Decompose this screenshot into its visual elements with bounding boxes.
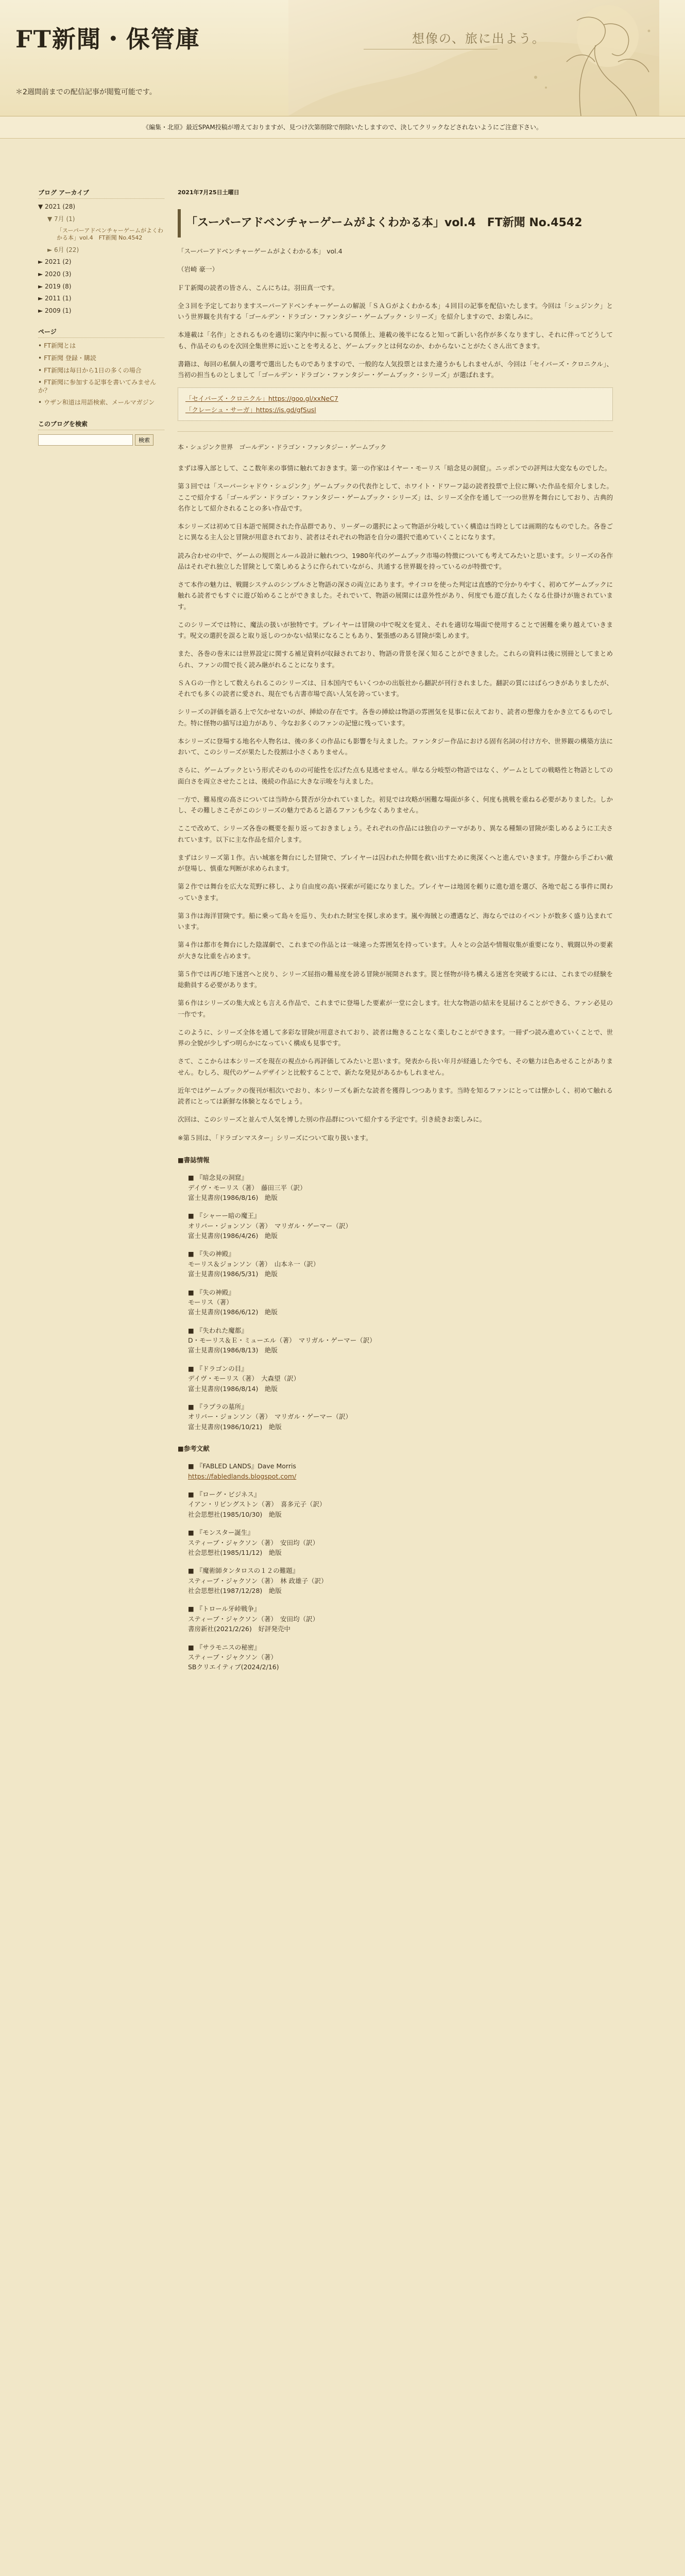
notice-bar: 《編集・北原》最近SPAM投稿が増えておりますが、見つけ次第削除で削除いたしますので、決してクリックなどされないようにご注意下さい。 xyxy=(0,116,685,139)
post-paragraph: 近年ではゲームブックの復刊が相次いでおり、本シリーズも新たな読者を獲得しつつあります。当時を知るファンにとっては懐かしく、初めて触れる読者にとっては新鮮な体験となるでしょう。 xyxy=(178,1086,613,1106)
header-illustration xyxy=(288,0,659,116)
link-kreish-saga[interactable]: 「クレーシュ・サーガ」https://is.gd/gfSusl xyxy=(185,405,316,414)
archive-year-2009[interactable]: ► 2009 (1) xyxy=(38,307,72,314)
archive-year-2021b[interactable]: ► 2021 (2) xyxy=(38,258,72,266)
book-title: ■ 『失われた魔都』 xyxy=(188,1326,248,1334)
header-illustration-svg xyxy=(288,0,659,116)
post-paragraph: まずは導入部として、ここ数年来の事情に触れておきます。第一の作家はイヤー・モーリス「暗念見の洞窟」。ニッポンでの評判は大変なものでした。 xyxy=(178,464,611,472)
book-detail: 富士見書房(1986/10/21) 絶版 xyxy=(188,1422,282,1431)
post-paragraph: また、各巻の巻末には世界設定に関する補足資料が収録されており、物語の背景を深く知ることができました。これらの資料は後に別冊としてまとめられ、ファンの間で長く読み継がれることになります。 xyxy=(178,650,613,669)
archive-year-2020[interactable]: ► 2020 (3) xyxy=(38,270,72,278)
post-paragraph: 第６作はシリーズの集大成とも言える作品で、これまでに登場した要素が一堂に会します。壮大な物語の結末を見届けることができる、ファン必見の一作です。 xyxy=(178,999,613,1018)
book-entry xyxy=(188,1489,613,1519)
archive-year-2021[interactable]: ▼ 2021 (28) xyxy=(38,203,76,210)
post-paragraph: 第２作では舞台を広大な荒野に移し、より自由度の高い探索が可能になりました。プレイヤーは地図を頼りに進む道を選び、各地で起こる事件に関わっていきます。 xyxy=(178,883,613,902)
book-entry xyxy=(188,1364,613,1394)
book-entry xyxy=(188,1566,613,1596)
book-detail: スティーブ・ジャクソン（著） 林 政雄子（訳） xyxy=(188,1577,328,1585)
book-detail: オリバー・ジョンソン（著） マリガル・ゲーマー（訳） xyxy=(188,1222,352,1230)
book-detail: SBクリエイティブ(2024/2/16) xyxy=(188,1663,279,1671)
book-entry xyxy=(188,1249,613,1279)
book-detail: スティーブ・ジャクソン（著） 安田均（訳） xyxy=(188,1615,319,1623)
post-paragraph: さて、ここからは本シリーズを現在の視点から再評価してみたいと思います。発表から長い年月が経過した今でも、その魅力は色あせることがありません。むしろ、現代のゲームデザインと比較することで、新たな発見があるかもしれません。 xyxy=(178,1057,613,1076)
page-link[interactable]: • FT新聞とは xyxy=(38,342,76,350)
book-title: ■ 『魔術師タンタロスの１２の難題』 xyxy=(188,1567,299,1575)
post-title[interactable]: 「スーパーアドベンチャーゲームがよくわかる本」vol.4 FT新聞 No.4542 xyxy=(178,209,613,238)
post-paragraph: このように、シリーズ全体を通して多彩な冒険が用意されており、読者は飽きることなく楽しむことができます。一冊ずつ読み進めていくことで、世界の全貌が少しずつ明らかになっていく構成も見事です。 xyxy=(178,1028,613,1047)
post-paragraph: 書籍は、毎回の私個人の選考で選出したものでありますので、一般的な人気投票とはまた違うかもしれませんが、今回は「セイバーズ・クロニクル」、当初の担当ものとしまして「ゴールデン・ドラゴン・ファンタジー・ゲームブック・シリーズ」が選ばれます。 xyxy=(178,360,613,379)
archive-post-link[interactable]: 「スーパーアドベンチャーゲームがよくわかる本」vol.4 FT新聞 No.4542 xyxy=(57,227,164,242)
site-tagline: 想像の、旅に出よう。 xyxy=(412,31,546,46)
book-detail: モーリス（著） xyxy=(188,1298,233,1306)
book-title: ■ 『暗念見の洞窟』 xyxy=(188,1174,248,1182)
post-paragraph: 本シリーズは初めて日本語で展開された作品群であり、リーダーの選択によって物語が分岐していく構造は当時としては画期的なものでした。各巻ごとに異なる主人公と冒険が用意されており、読者はそれぞれの物語を自分の選択で進めていくことになります。 xyxy=(178,522,613,541)
book-detail: 社会思想社(1985/10/30) 絶版 xyxy=(188,1510,282,1518)
post-paragraph: ここで改めて、シリーズ各巻の概要を振り返っておきましょう。それぞれの作品には独自のテーマがあり、異なる種類の冒険が楽しめるように工夫されています。以下に主な作品を紹介します。 xyxy=(178,824,613,843)
book-entry xyxy=(188,1604,613,1634)
archive-list xyxy=(38,203,164,315)
post-paragraph: 第５作では再び地下迷宮へと戻り、シリーズ屈指の難易度を誇る冒険が展開されます。罠と怪物が待ち構える迷宮を突破するには、これまでの経験を総動員する必要があります。 xyxy=(178,970,613,989)
search-button[interactable]: 検索 xyxy=(135,434,153,446)
book-detail: 社会思想社(1987/12/28) 絶版 xyxy=(188,1587,282,1595)
main-paragraphs xyxy=(178,463,613,1125)
bibliography-list xyxy=(178,1173,613,1432)
book-entry xyxy=(188,1642,613,1672)
divider xyxy=(178,431,613,432)
archive-heading: ブログ アーカイブ xyxy=(38,188,164,199)
post-paragraph: まずはシリーズ第１作。古い城塞を舞台にした冒険で、プレイヤーは囚われた仲間を救い出すために奥深くへと進んでいきます。序盤から手ごわい敵が登場し、慎重な判断が求められます。 xyxy=(178,853,613,873)
book-detail: 富士見書房(1986/8/13) 絶版 xyxy=(188,1346,278,1354)
post-paragraph: 一方で、難易度の高さについては当時から賛否が分かれていました。初見では攻略が困難な場面が多く、何度も挑戦を重ねる必要がありました。しかし、その難しさこそがこのシリーズの魅力であると語るファンも少なくありません。 xyxy=(178,795,613,815)
post-body xyxy=(178,246,613,1672)
post-author: （岩崎 豪一） xyxy=(178,265,218,274)
book-title: ■ 『失の神殿』 xyxy=(188,1288,235,1296)
site-description: ＊2週間前までの配信記事が閲覧可能です。 xyxy=(15,88,157,96)
post-paragraph: このシリーズでは特に、魔法の扱いが独特です。プレイヤーは冒険の中で呪文を覚え、それを適切な場面で使用することで困難を乗り越えていきます。呪文の選択を誤ると取り返しのつかない結果になることもあり、緊張感のある冒険が楽しめます。 xyxy=(178,620,613,640)
book-detail: デイヴ・モーリス（著） 大森望（訳） xyxy=(188,1375,300,1383)
page-link[interactable]: • FT新聞に参加する記事を書いてみませんか？ xyxy=(38,379,157,394)
search-input[interactable] xyxy=(38,434,133,446)
book-detail: イアン・リビングストン（著） 喜多元子（訳） xyxy=(188,1500,326,1509)
link-saviors-chronicle[interactable]: 「セイバーズ・クロニクル」https://goo.gl/xxNeC7 xyxy=(185,395,338,403)
book-entry xyxy=(188,1528,613,1557)
book-title: ■ 『トロール牙峠戦争』 xyxy=(188,1605,261,1613)
search-heading: このブログを検索 xyxy=(38,419,164,430)
post-paragraph: 本連載は「名作」とされるものを適切に案内中に振っている関係上、連載の後半になると知って新しい名作が多くなりますし、それに伴ってどうしても、作品そのものを次回全集世界に近いことを考えると、ゲームブックとは何なのか、わからないことがたくさん出てきます。 xyxy=(178,331,613,350)
post xyxy=(178,188,613,1681)
book-detail: 書房新社(2021/2/26) 好評発売中 xyxy=(188,1625,290,1633)
references-heading: ■参考文献 xyxy=(178,1445,210,1453)
book-entry xyxy=(188,1402,613,1432)
archive-month-july[interactable]: ▼ 7月 (1) xyxy=(47,215,75,223)
archive-year-2011[interactable]: ► 2011 (1) xyxy=(38,295,72,302)
book-detail: 社会思想社(1985/11/12) 絶版 xyxy=(188,1548,282,1556)
post-paragraph: 第３作は海洋冒険です。船に乗って島々を巡り、失われた財宝を探し求めます。嵐や海賊との遭遇など、海ならではのイベントが数多く盛り込まれています。 xyxy=(178,911,613,931)
book-entry xyxy=(188,1326,613,1355)
link-box xyxy=(178,387,613,421)
book-detail: 富士見書房(1986/8/16) 絶版 xyxy=(188,1193,278,1201)
book-detail: モーリス＆ジョンソン（著） 山本ネ一（訳） xyxy=(188,1260,320,1268)
post-subtitle: 「スーパーアドベンチャーゲームがよくわかる本」 vol.4 xyxy=(178,247,342,256)
sidebar xyxy=(38,188,164,446)
book-detail: D・モーリス＆Ｅ・ミューエル（著） マリガル・ゲーマー（訳） xyxy=(188,1336,376,1345)
pages-heading: ページ xyxy=(38,327,164,338)
archive-month-june[interactable]: ► 6月 (22) xyxy=(47,246,79,253)
book-detail: スティーブ・ジャクソン（著） 安田均（訳） xyxy=(188,1538,319,1547)
bibliography xyxy=(178,1155,613,1672)
book-entry xyxy=(188,1461,613,1481)
book-title: ■ 『ローグ・ビジネス』 xyxy=(188,1490,261,1499)
post-paragraph: 読み合わせの中で、ゲームの規則とルール設計に触れつつ、1980年代のゲームブック市場の特徴についても考えてみたいと思います。シリーズの各作品はそれぞれ独立した冒険として楽しめるように作られていながら、共通する世界観を持っているのが特徴です。 xyxy=(178,551,613,570)
post-paragraph: さて本作の魅力は、戦闘システムのシンプルさと物語の深さの両立にあります。サイコロを使った判定は直感的で分かりやすく、初めてゲームブックに触れる読者でもすぐに遊び始めることができました。それでいて、物語の展開には意外性があり、何度でも遊び直したくなる仕掛けが施されています。 xyxy=(178,581,613,611)
book-detail: 富士見書房(1986/8/14) 絶版 xyxy=(188,1384,278,1393)
bibliography-heading: ■書誌情報 xyxy=(178,1156,210,1164)
book-detail: スティーブ・ジャクソン（著） xyxy=(188,1653,277,1661)
post-paragraph: さらに、ゲームブックという形式そのものの可能性を広げた点も見逃せません。単なる分岐型の物語ではなく、ゲームとしての戦略性と物語としての面白さを両立させたことは、後続の作品に大きな示唆を与えました。 xyxy=(178,766,613,785)
page-link[interactable]: • ウザン和道は用語検索、メールマガジン xyxy=(38,399,155,406)
book-title: ■ 『ラプラの墓所』 xyxy=(188,1402,248,1411)
post-closing: ※第５回は、「ドラゴンマスター」シリーズについて取り扱います。 xyxy=(178,1133,372,1142)
site-header xyxy=(0,0,685,116)
post-paragraph: シリーズの評価を語る上で欠かせないのが、挿絵の存在です。各巻の挿絵は物語の雰囲気を見事に伝えており、読者の想像力をかき立てるものでした。特に怪物の描写は迫力があり、今なお多くのファンの記憶に残っています。 xyxy=(178,708,613,727)
post-greeting: ＦＴ新聞の読者の皆さん、こんにちは。羽田真一です。 xyxy=(178,283,339,292)
book-detail: 富士見書房(1986/6/12) 絶版 xyxy=(188,1308,278,1316)
post-paragraph: 次回は、このシリーズと並んで人気を博した別の作品群について紹介する予定です。引き続きお楽しみに。 xyxy=(178,1115,486,1124)
book-entry xyxy=(188,1211,613,1241)
post-date: 2021年7月25日土曜日 xyxy=(178,189,239,196)
page-link[interactable]: • FT新聞 登録・購読 xyxy=(38,354,96,362)
book-detail[interactable]: https://fabledlands.blogspot.com/ xyxy=(188,1472,297,1480)
archive-year-2019[interactable]: ► 2019 (8) xyxy=(38,282,72,290)
site-title[interactable]: FT新聞・保管庫 xyxy=(15,25,200,53)
post-section-heading: 本・シュジンク世界 ゴールデン・ドラゴン・ファンタジー・ゲームブック xyxy=(178,443,387,451)
book-detail: 富士見書房(1986/5/31) 絶版 xyxy=(188,1270,278,1278)
post-paragraph: 第４作は都市を舞台にした陰謀劇で、これまでの作品とは一味違った雰囲気を持っています。人々との会話や情報収集が重要になり、戦闘以外の要素が大きな比重を占めます。 xyxy=(178,941,613,960)
book-detail: 富士見書房(1986/4/26) 絶版 xyxy=(188,1232,278,1240)
page-link[interactable]: • FT新聞は毎日から1日の多くの場合 xyxy=(38,366,142,374)
book-entry xyxy=(188,1287,613,1317)
book-title: ■ 『FABLED LANDS』Dave Morris xyxy=(188,1462,296,1470)
references-list xyxy=(178,1461,613,1672)
post-intro: 全３回を予定しておりますスーパーアドベンチャーゲームの解説「ＳＡＧがよくわかる本」４回目の記事を配信いたします。今回は「シュジンク」という世界観を共有する「ゴールデン・ドラゴン・ファンタジー・ゲームブック・シリーズ」を紹介しますので、お楽しみに。 xyxy=(178,301,613,321)
book-title: ■ 『シャーー暗の魔王』 xyxy=(188,1212,261,1220)
post-paragraph: ＳＡＧの一作として数えられるこのシリーズは、日本国内でもいくつかの出版社から翻訳が刊行されました。翻訳の質にはばらつきがありましたが、それでも多くの読者に愛され、現在でも古書市場で高い人気を誇っています。 xyxy=(178,679,613,698)
pages-list xyxy=(38,342,164,407)
book-title: ■ 『失の神殿』 xyxy=(188,1250,235,1258)
book-title: ■ 『サラモニスの秘密』 xyxy=(188,1643,261,1651)
post-paragraph: 本シリーズに登場する地名や人物名は、後の多くの作品にも影響を与えました。ファンタジー作品における固有名詞の付け方や、世界観の構築方法において、このシリーズが果たした役割は小さくありません。 xyxy=(178,737,613,756)
book-entry xyxy=(188,1173,613,1202)
book-detail: デイヴ・モーリス（著） 藤田三平（訳） xyxy=(188,1183,306,1192)
book-title: ■ 『ドラゴンの目』 xyxy=(188,1364,248,1372)
book-detail: オリバー・ジョンソン（著） マリガル・ゲーマー（訳） xyxy=(188,1413,352,1421)
book-title: ■ 『モンスター誕生』 xyxy=(188,1529,254,1537)
search-form xyxy=(38,434,164,446)
post-paragraph: 第３回では「スーパーシャドウ・シュジンク」ゲームブックの代表作として、ホワイト・ドワーフ誌の読者投票で上位に輝いた作品を紹介しました。ここで紹介する「ゴールデン・ドラゴン・ファンタジー・ゲームブック・シリーズ」は、シリーズ全作を通して一つの世界を舞台にしており、古典的名作として紹介されることの多い作品です。 xyxy=(178,482,613,512)
